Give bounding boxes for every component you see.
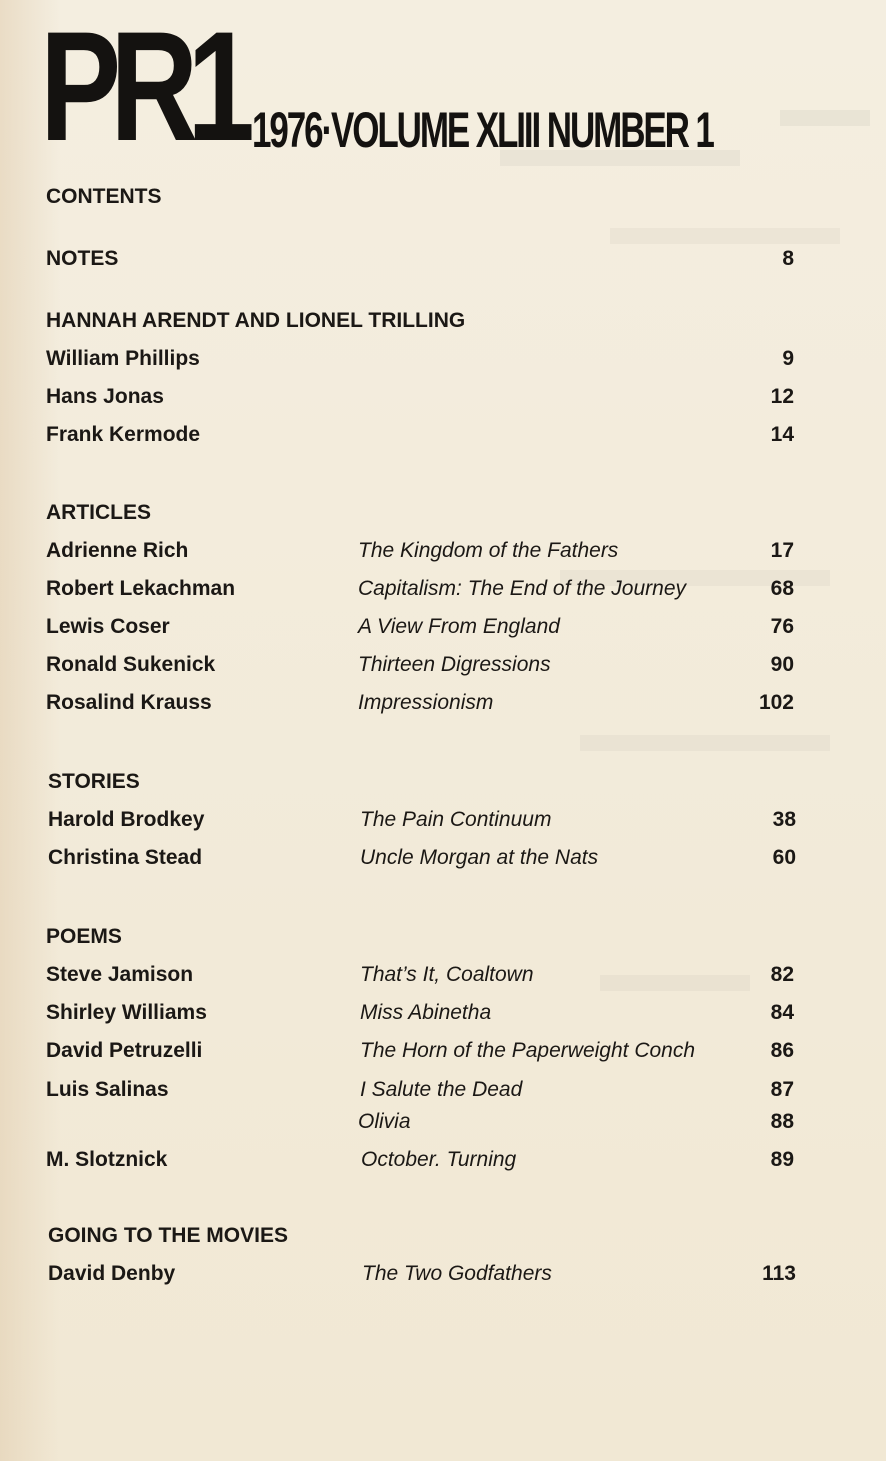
toc-entry (46, 575, 796, 603)
toc-entry (46, 999, 796, 1027)
bleed-through-shadow (580, 735, 830, 751)
notes-row (46, 245, 796, 273)
journal-logo: PR1 (40, 0, 244, 174)
toc-entry (48, 1260, 798, 1288)
section-heading: GOING TO THE MOVIES (48, 1224, 288, 1247)
notes-page-number: 8 (782, 247, 794, 270)
entry-author: Luis Salinas (46, 1078, 169, 1101)
entry-page: 76 (770, 615, 794, 638)
entry-title: Impressionism (358, 691, 494, 714)
section-heading: ARTICLES (46, 501, 151, 524)
entry-title: Thirteen Digressions (358, 653, 551, 676)
entry-author: Ronald Sukenick (46, 653, 216, 676)
entry-author: Christina Stead (48, 846, 203, 869)
toc-entry (46, 1037, 796, 1065)
toc-entry (48, 806, 798, 834)
entry-page: 89 (770, 1148, 794, 1171)
entry-title: Olivia (358, 1110, 411, 1133)
entry-title: The Two Godfathers (362, 1262, 552, 1285)
entry-author: Harold Brodkey (48, 808, 205, 831)
entry-title: I Salute the Dead (360, 1078, 523, 1101)
entry-page: 88 (770, 1110, 794, 1133)
entry-author: William Phillips (46, 347, 200, 370)
toc-entry (46, 383, 796, 411)
entry-title: The Kingdom of the Fathers (358, 539, 619, 562)
notes-label: NOTES (46, 247, 119, 270)
entry-page: 86 (770, 1039, 794, 1062)
entry-page: 17 (770, 539, 794, 562)
entry-author: Frank Kermode (46, 423, 201, 446)
entry-page: 12 (770, 385, 794, 408)
toc-entry (46, 345, 796, 373)
entry-title: Uncle Morgan at the Nats (360, 846, 599, 869)
entry-author: Shirley Williams (46, 1001, 207, 1024)
toc-entry (46, 651, 796, 679)
toc-entry (46, 689, 796, 717)
toc-entry (46, 613, 796, 641)
entry-page: 9 (782, 347, 794, 370)
entry-author: David Petruzelli (46, 1039, 203, 1062)
entry-page: 90 (770, 653, 794, 676)
entry-author: Rosalind Krauss (46, 691, 212, 714)
toc-entry (46, 1108, 796, 1136)
contents-heading: CONTENTS (46, 185, 162, 208)
section-heading: HANNAH ARENDT AND LIONEL TRILLING (46, 309, 466, 332)
entry-page: 82 (770, 963, 794, 986)
entry-page: 87 (770, 1078, 794, 1101)
bleed-through-shadow (780, 110, 870, 126)
entry-author: Steve Jamison (46, 963, 194, 986)
entry-author: Adrienne Rich (46, 539, 189, 562)
toc-entry (46, 537, 796, 565)
toc-entry (46, 961, 796, 989)
entry-author: Lewis Coser (46, 615, 170, 638)
toc-entry (46, 1076, 796, 1104)
toc-entry (48, 844, 798, 872)
entry-page: 38 (772, 808, 796, 831)
entry-title: October. Turning (361, 1148, 517, 1171)
issue-line: 1976·VOLUME XLIII NUMBER 1 (252, 102, 713, 158)
entry-title: That’s It, Coaltown (360, 963, 534, 986)
entry-title: Miss Abinetha (360, 1001, 492, 1024)
entry-page: 113 (762, 1262, 796, 1285)
entry-title: A View From England (358, 615, 560, 638)
entry-title: The Pain Continuum (360, 808, 552, 831)
entry-page: 14 (770, 423, 794, 446)
toc-entry (46, 1146, 796, 1174)
entry-author: M. Slotznick (46, 1148, 168, 1171)
entry-title: Capitalism: The End of the Journey (358, 577, 687, 600)
entry-author: Hans Jonas (46, 385, 164, 408)
entry-page: 102 (758, 691, 794, 714)
entry-author: Robert Lekachman (46, 577, 236, 600)
toc-entry (46, 421, 796, 449)
section-heading: STORIES (48, 770, 140, 793)
entry-page: 68 (770, 577, 794, 600)
section-heading: POEMS (46, 925, 122, 948)
entry-page: 84 (770, 1001, 794, 1024)
entry-author: David Denby (48, 1262, 176, 1285)
bleed-through-shadow (610, 228, 840, 244)
entry-title: The Horn of the Paperweight Conch (360, 1039, 696, 1062)
entry-page: 60 (772, 846, 796, 869)
